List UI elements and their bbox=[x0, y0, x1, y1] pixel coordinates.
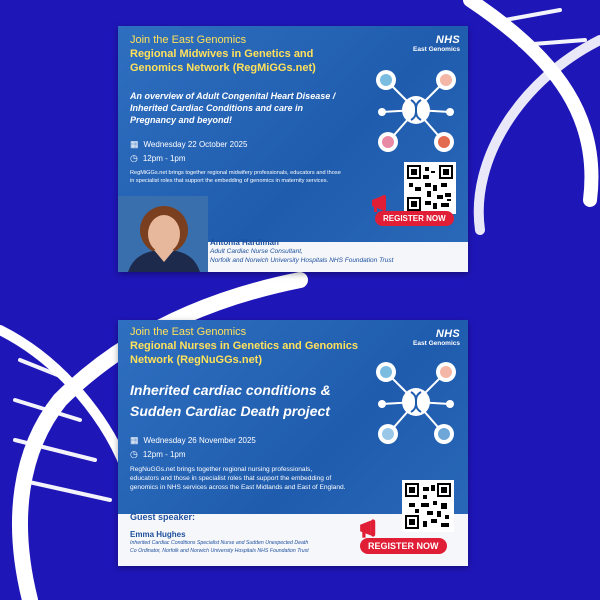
event-date-row bbox=[130, 435, 256, 446]
title-line: Regional Nurses in Genetics and Genomics bbox=[130, 340, 359, 352]
desc-line: educators and those in specialist roles that support the embedding of bbox=[130, 475, 332, 482]
clock-icon: ◷ bbox=[130, 153, 138, 163]
speaker-role-line: Norfolk and Norwich University Hospitals NHS Foundation Trust bbox=[210, 256, 394, 264]
qr-code[interactable] bbox=[402, 480, 454, 532]
speaker-role-line: Inherited Cardiac Conditions Specialist Nurse and Sudden Unexpected Death bbox=[130, 540, 309, 546]
speaker-role-line: Co Ordinator, Norfolk and Norwich University Hospitals NHS Foundation Trust bbox=[130, 547, 309, 554]
guest-speaker-label: Guest speaker: bbox=[130, 512, 196, 522]
subtitle-line: Inherited Cardiac Conditions and care in bbox=[130, 103, 304, 113]
desc-line: genomics in NHS services across the East Midlands and East of England. bbox=[130, 484, 346, 491]
desc-line: RegMiGGs.net brings together regional midwifery professionals, educators and those bbox=[130, 170, 341, 176]
eyebrow-text: Join the East Genomics bbox=[130, 326, 247, 338]
event-time-row bbox=[130, 153, 186, 164]
event-date-row bbox=[130, 139, 247, 150]
event-time: 12pm - 1pm bbox=[142, 154, 186, 163]
network-description bbox=[130, 169, 341, 185]
event-time: 12pm - 1pm bbox=[142, 450, 186, 459]
title-line: Network (RegNuGGs.net) bbox=[130, 354, 263, 366]
subtitle-line: Inherited cardiac conditions & bbox=[130, 382, 331, 398]
event-subtitle bbox=[130, 380, 331, 422]
title-line: Genomics Network (RegMiGGs.net) bbox=[130, 62, 316, 74]
nhs-sub-text: East Genomics bbox=[413, 46, 460, 53]
nhs-logo bbox=[413, 34, 460, 53]
megaphone-icon bbox=[358, 516, 386, 540]
speaker-name: Emma Hughes bbox=[130, 530, 186, 539]
nhs-logo bbox=[413, 328, 460, 347]
network-title bbox=[130, 47, 316, 75]
speaker-name: Antonia Hardiman bbox=[210, 238, 279, 247]
event-subtitle bbox=[130, 90, 335, 126]
speaker-role-line: Adult Cardiac Nurse Consultant, bbox=[210, 248, 303, 255]
speaker-role bbox=[130, 540, 309, 555]
subtitle-line: Pregnancy and beyond! bbox=[130, 115, 233, 125]
nhs-sub-text: East Genomics bbox=[413, 340, 460, 347]
nhs-logo-text: NHS bbox=[435, 34, 460, 46]
qr-code[interactable] bbox=[404, 162, 456, 214]
event-date: Wednesday 22 October 2025 bbox=[143, 140, 248, 149]
register-now-button[interactable]: REGISTER NOW bbox=[375, 211, 454, 226]
genomics-icon-hub bbox=[368, 354, 464, 450]
speaker-photo bbox=[118, 196, 208, 272]
eyebrow-text: Join the East Genomics bbox=[130, 34, 247, 46]
calendar-icon: ▦ bbox=[130, 139, 139, 149]
speaker-role bbox=[210, 248, 393, 265]
network-description bbox=[130, 465, 370, 492]
network-title bbox=[130, 339, 358, 367]
subtitle-line: Sudden Cardiac Death project bbox=[130, 403, 330, 419]
genomics-icon-hub bbox=[368, 62, 464, 158]
subtitle-line: An overview of Adult Congenital Heart Disease / bbox=[130, 91, 336, 101]
event-date: Wednesday 26 November 2025 bbox=[143, 436, 256, 445]
desc-line: in specialist roles that support the embedding of genomics in maternity services. bbox=[130, 178, 329, 184]
nhs-logo-text: NHS bbox=[435, 328, 460, 340]
desc-line: RegNuGGs.net brings together regional nursing professionals, bbox=[130, 466, 313, 473]
register-now-button[interactable]: REGISTER NOW bbox=[360, 538, 447, 554]
clock-icon: ◷ bbox=[130, 449, 138, 459]
event-card-nurses bbox=[118, 320, 468, 566]
calendar-icon: ▦ bbox=[130, 435, 139, 445]
title-line: Regional Midwives in Genetics and bbox=[130, 48, 314, 60]
event-card-midwives bbox=[118, 26, 468, 272]
event-time-row bbox=[130, 449, 186, 460]
